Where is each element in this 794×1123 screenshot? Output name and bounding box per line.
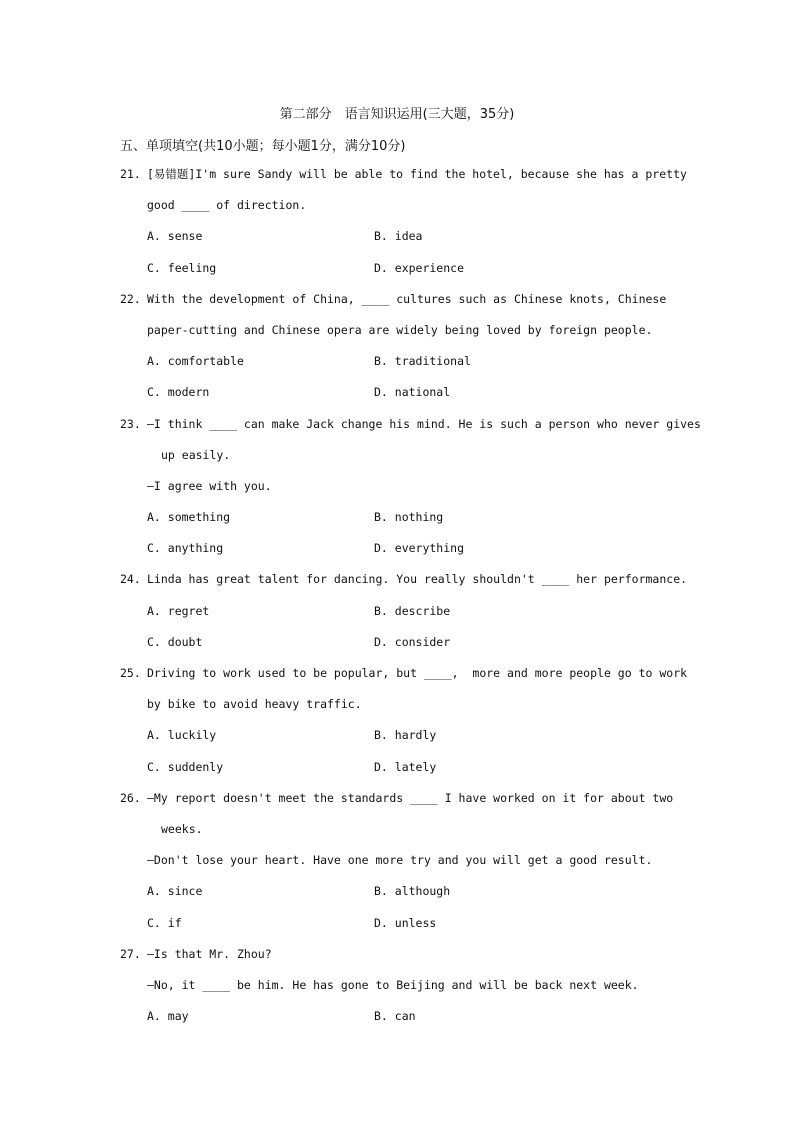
- option-d[interactable]: D. unless: [374, 915, 437, 930]
- question-text-continued: paper-cutting and Chinese opera are widely being loved by foreign people.: [147, 322, 653, 337]
- question-text: With the development of China, ____ cultures such as Chinese knots, Chinese: [147, 291, 667, 306]
- question-23: [120, 409, 701, 565]
- option-b[interactable]: B. although: [374, 884, 451, 899]
- options-row: [120, 876, 676, 907]
- option-d[interactable]: D. experience: [374, 260, 465, 275]
- option-c[interactable]: C. if: [147, 915, 182, 930]
- dialog-reply: —No, it ____ be him. He has gone to Beijing and will be back next week.: [147, 977, 639, 992]
- question-number: 23.: [120, 416, 141, 431]
- question-stem: [120, 284, 676, 315]
- question-list: [120, 159, 701, 1032]
- option-a[interactable]: A. something: [147, 510, 231, 525]
- question-26: [120, 783, 676, 939]
- option-b[interactable]: B. nothing: [374, 510, 444, 525]
- question-number: 27.: [120, 946, 141, 961]
- question-text: [易错题]I'm sure Sandy will be able to find the hotel, because she has a pretty: [147, 167, 687, 181]
- options-row: [120, 908, 676, 939]
- option-a[interactable]: A. luckily: [147, 728, 217, 743]
- options-row: [120, 346, 676, 377]
- question-stem: [120, 159, 687, 190]
- question-text-continued: weeks.: [161, 821, 203, 836]
- option-b[interactable]: B. hardly: [374, 728, 437, 743]
- option-c[interactable]: C. doubt: [147, 634, 203, 649]
- question-text-continued: good ____ of direction.: [147, 198, 307, 213]
- question-text: Linda has great talent for dancing. You really shouldn't ____ her performance.: [147, 572, 688, 587]
- question-27: [120, 939, 676, 1033]
- option-d[interactable]: D. national: [374, 385, 451, 400]
- options-row: [120, 752, 676, 783]
- options-row: [120, 596, 676, 627]
- question-text: —Is that Mr. Zhou?: [147, 946, 272, 961]
- question-stem: [120, 658, 688, 689]
- option-b[interactable]: B. traditional: [374, 354, 471, 369]
- option-c[interactable]: C. anything: [147, 541, 224, 556]
- question-25: [120, 658, 688, 783]
- question-number: 25.: [120, 666, 141, 680]
- question-22: [120, 284, 676, 409]
- options-row: [120, 1001, 676, 1032]
- options-row: [120, 377, 676, 408]
- options-row: [120, 253, 676, 284]
- option-c[interactable]: C. modern: [147, 385, 210, 400]
- options-row: [120, 720, 676, 751]
- section-title: 五、单项填空(共10小题；每小题1分，满分10分): [120, 139, 406, 154]
- option-d[interactable]: D. consider: [374, 634, 451, 649]
- option-a[interactable]: A. may: [147, 1009, 189, 1024]
- options-row: [120, 502, 676, 533]
- question-text: Driving to work used to be popular, but ____, more and more people go to work: [147, 666, 688, 680]
- question-text-continued: up easily.: [161, 447, 231, 462]
- option-d[interactable]: D. everything: [374, 541, 465, 556]
- option-b[interactable]: B. describe: [374, 603, 451, 618]
- part-title: 第二部分 语言知识运用(三大题，35分): [279, 107, 515, 122]
- option-b[interactable]: B. idea: [374, 229, 423, 244]
- option-c[interactable]: C. feeling: [147, 260, 217, 275]
- option-b[interactable]: B. can: [374, 1009, 416, 1024]
- options-row: [120, 533, 676, 564]
- question-text-continued: by bike to avoid heavy traffic.: [147, 697, 362, 712]
- question-text: —My report doesn't meet the standards ____ I have worked on it for about two: [147, 790, 674, 805]
- question-number: 24.: [120, 572, 141, 587]
- question-text: —I think ____ can make Jack change his mind. He is such a person who never gives: [147, 416, 701, 431]
- question-number: 21.: [120, 167, 141, 181]
- question-stem: [120, 564, 688, 595]
- dialog-reply: —Don't lose your heart. Have one more try and you will get a good result.: [147, 853, 653, 868]
- question-stem: [120, 409, 701, 440]
- question-number: 26.: [120, 790, 141, 805]
- question-number: 22.: [120, 291, 141, 306]
- option-c[interactable]: C. suddenly: [147, 759, 224, 774]
- dialog-reply: —I agree with you.: [147, 478, 272, 493]
- options-row: [120, 221, 676, 252]
- option-a[interactable]: A. regret: [147, 603, 210, 618]
- option-a[interactable]: A. comfortable: [147, 354, 244, 369]
- option-a[interactable]: A. sense: [147, 229, 203, 244]
- option-d[interactable]: D. lately: [374, 759, 437, 774]
- question-stem: [120, 783, 676, 814]
- question-24: [120, 564, 688, 658]
- question-stem: [120, 939, 676, 970]
- question-21: [120, 159, 687, 284]
- options-row: [120, 627, 676, 658]
- option-a[interactable]: A. since: [147, 884, 203, 899]
